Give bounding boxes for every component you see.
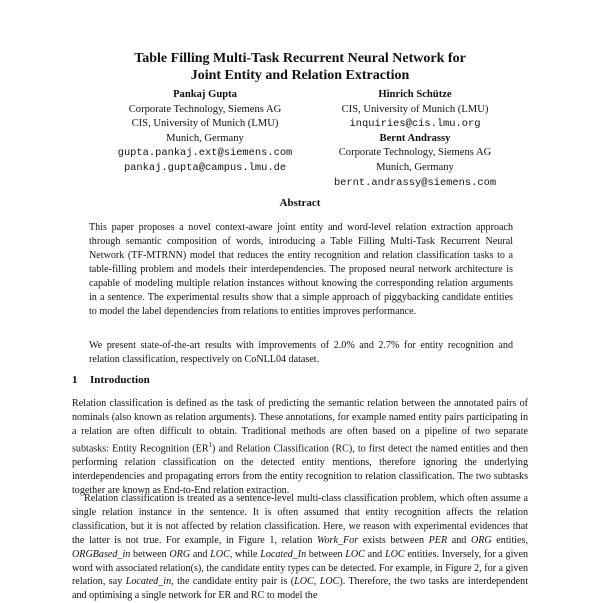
text-run: entities. Inversely, for a given word with associated relation(s), the candidate entity types can be detected. For example, in Figure 2, for a given relation, say: [72, 548, 528, 588]
text-run: , the candidate entity pair is (: [171, 576, 295, 588]
author-block-right: [300, 88, 530, 190]
author-block-gupta: [80, 88, 330, 176]
section-title: Introduction: [90, 374, 150, 386]
text-run: and: [447, 534, 471, 546]
author-name: Pankaj Gupta: [173, 89, 237, 100]
text-run: Relation classification is defined as the task of predicting the semantic relation between the annotated pairs of nominals (also known as relation arguments). These annotations, for example named entity pairs participating in a relation are often difficult to obtain. Traditional methods are often based on a pipeline of two separate subtasks: Entity Recognition (ER: [72, 398, 528, 455]
relation-label: Located_in: [125, 576, 172, 588]
author-affiliation: CIS, University of Munich (LMU): [341, 103, 489, 115]
intro-paragraph-1: [72, 397, 528, 498]
text-run: between: [130, 548, 170, 560]
relation-label: Work_For: [317, 534, 359, 546]
abstract-paragraph-2: We present state-of-the-art results with improvements of 2.0% and 2.7% for entity recognition and relation classification, respectively on CoNLL04 dataset.: [89, 340, 513, 365]
entity-label: LOC: [384, 548, 405, 560]
author-email: inquiries@cis.lmu.org: [349, 118, 481, 131]
author-name: Hinrich Schütze: [378, 89, 452, 100]
text-run: between: [306, 548, 346, 560]
entity-label: PER: [428, 534, 448, 546]
text-run: and: [364, 548, 385, 560]
author-affiliation: Corporate Technology, Siemens AG: [338, 147, 492, 159]
author-affiliation: Munich, Germany: [376, 161, 454, 173]
relation-label: Located_In: [260, 548, 307, 560]
text-run: ) and Relation Classification (RC), to first detect the named entities and then performing relation classification on the detected entity mentions, therefore ignoring the underlying interdependencies and propagating errors from the entity recognition to relation classification. The two subtasks together are known as End-to-End relation extraction.: [72, 443, 528, 496]
footnote-marker: 1: [208, 440, 213, 449]
text-run: ,: [313, 576, 320, 588]
author-email: gupta.pankaj.ext@siemens.com: [117, 147, 293, 160]
author-name: Bernt Andrassy: [379, 132, 451, 144]
author-affiliation: Munich, Germany: [166, 132, 244, 144]
title-line-2: Joint Entity and Relation Extraction: [190, 68, 410, 83]
text-run: entities,: [491, 534, 528, 546]
entity-label: ORG: [169, 548, 191, 560]
author-affiliation: CIS, University of Munich (LMU): [131, 118, 279, 130]
author-email: bernt.andrassy@siemens.com: [333, 176, 497, 189]
relation-label: ORGBased_in: [72, 548, 131, 560]
entity-label: LOC: [210, 548, 230, 560]
text-run: and: [190, 548, 211, 560]
abstract-heading: Abstract: [279, 197, 321, 209]
text-run: ). Therefore, the two tasks are interdependent and optimising a single network for ER and RC to model the: [72, 576, 528, 602]
section-number: 1: [72, 374, 78, 386]
entity-label: ORG: [470, 534, 492, 546]
entity-label: LOC: [294, 576, 314, 588]
title-line-1: Table Filling Multi-Task Recurrent Neural Network for: [134, 51, 466, 66]
intro-paragraph-2: [72, 492, 528, 603]
entity-label: LOC: [345, 548, 365, 560]
text-run: Relation classification is treated as a sentence-level multi-class classification problem, which often assume a single relation instance in the sentence. It is often assumed that entity recognition affects the relation classification, but it is not affected by relation classification. Here, we reason with experimental evidences that the latter is not true. For example, in Figure 1, relation: [72, 493, 528, 546]
text-run: , while: [229, 548, 261, 560]
text-run: exists between: [358, 534, 429, 546]
section-heading-introduction: [72, 374, 150, 386]
author-affiliation: Corporate Technology, Siemens AG: [128, 103, 282, 115]
paper-title: [0, 50, 600, 84]
entity-label: LOC: [319, 576, 340, 588]
author-email: pankaj.gupta@campus.lmu.de: [123, 161, 287, 174]
abstract-paragraph-1: This paper proposes a novel context-aware joint entity and word-level relation extraction approach through semantic composition of words, introducing a Table Filling Multi-Task Recurrent Neural Network (TF-MTRNN) model that reduces the entity recognition and relation classification tasks to a table-filling problem and models their interdependencies. The proposed neural network architecture is capable of modeling multiple relation instances without knowing the corresponding relation arguments in a sentence. The experimental results show that a simple approach of piggybacking candidate entities to model the label dependencies from relations to entities improves performance.: [89, 222, 513, 317]
